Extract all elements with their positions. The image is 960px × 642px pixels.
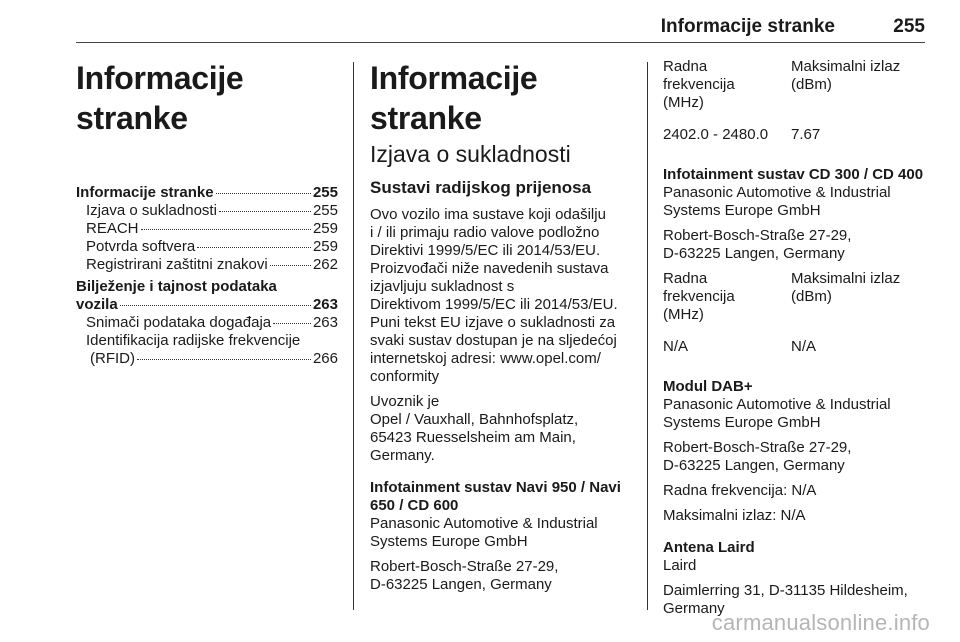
table-cell-frequency: N/A bbox=[663, 338, 689, 355]
importer-paragraph: Uvoznik je Opel / Vauxhall, Bahnhofsplatz, 65423 Ruesselsheim am Main, Germany. bbox=[370, 393, 579, 464]
toc-leader bbox=[137, 359, 311, 360]
subsection-title: Sustavi radijskog prijenosa bbox=[370, 178, 592, 197]
toc-entry-label-line[interactable] bbox=[76, 332, 338, 350]
toc-entry[interactable] bbox=[76, 220, 338, 238]
toc-entry-label: Izjava o sukladnosti bbox=[86, 202, 217, 219]
column-divider bbox=[647, 62, 648, 610]
toc-entry-page: 259 bbox=[312, 220, 338, 237]
device-heading: Modul DAB+ bbox=[663, 378, 753, 395]
toc-entry-label: Identifikacija radijske frekvencije bbox=[86, 332, 301, 349]
toc-leader bbox=[141, 229, 311, 230]
chapter-title: Informacije stranke bbox=[370, 60, 538, 136]
toc-entry-label: Snimači podataka događaja bbox=[86, 314, 272, 331]
toc-leader bbox=[219, 211, 311, 212]
toc-entry-label: vozila bbox=[76, 296, 118, 313]
frequency-text: Radna frekvencija: N/A bbox=[663, 482, 817, 499]
toc-entry[interactable] bbox=[76, 296, 338, 314]
manufacturer-address: Daimlerring 31, D-31135 Hildesheim, Germany bbox=[663, 582, 908, 617]
table-cell-power: N/A bbox=[791, 338, 817, 355]
column-divider bbox=[353, 62, 354, 610]
toc-leader bbox=[197, 247, 311, 248]
frequency-table bbox=[663, 270, 929, 356]
toc-entry-page: 262 bbox=[312, 256, 338, 273]
table-cell-frequency: 2402.0 - 2480.0 bbox=[663, 126, 769, 143]
toc-entry[interactable] bbox=[76, 256, 338, 274]
toc-entry-page: 266 bbox=[312, 350, 338, 367]
content-column-right bbox=[663, 58, 929, 625]
manufacturer-name: Panasonic Automotive & Industrial Systems Europe GmbH bbox=[663, 396, 891, 431]
manufacturer-name: Panasonic Automotive & Industrial Systems Europe GmbH bbox=[370, 515, 598, 550]
intro-paragraph: Ovo vozilo ima sustave koji odašilju i / ili primaju radio valove podložno Direktivi 1999/5/EC ili 2014/53/EU. Proizvođači niže navedenih sustava izjavljuju sukladnost s Direktivom 1999/5/EC ili 2014/53/EU. Puni tekst EU izjave o sukladnosti za svaki sustav dostupan je na sljedećoj internetskoj adresi: www.opel.com/ conformity bbox=[370, 206, 618, 385]
toc-entry[interactable] bbox=[76, 350, 338, 368]
section-title: Izjava o sukladnosti bbox=[370, 141, 571, 167]
toc-entry[interactable] bbox=[76, 202, 338, 220]
power-text: Maksimalni izlaz: N/A bbox=[663, 507, 806, 524]
toc-entry-page: 263 bbox=[312, 296, 338, 313]
running-header-title: Informacije stranke bbox=[660, 16, 835, 37]
manufacturer-address: Robert-Bosch-Straße 27-29, D-63225 Langen, Germany bbox=[370, 558, 559, 593]
page-number: 255 bbox=[893, 16, 925, 37]
table-header-frequency: Radna frekvencija (MHz) bbox=[663, 58, 735, 111]
toc-entry-page: 255 bbox=[312, 202, 338, 219]
manufacturer-address: Robert-Bosch-Straße 27-29, D-63225 Langen, Germany bbox=[663, 439, 852, 474]
chapter-title: Informacije stranke bbox=[76, 60, 244, 136]
manufacturer-name: Panasonic Automotive & Industrial Systems Europe GmbH bbox=[663, 184, 891, 219]
toc-entry[interactable] bbox=[76, 184, 338, 202]
toc-leader bbox=[270, 265, 311, 266]
toc-entry-label: Potvrda softvera bbox=[86, 238, 196, 255]
toc-column bbox=[76, 58, 338, 368]
frequency-table bbox=[663, 58, 929, 144]
toc-entry[interactable] bbox=[76, 314, 338, 332]
toc-entry-page: 255 bbox=[312, 184, 338, 201]
toc-entry-label-line[interactable]: Bilježenje i tajnost podataka bbox=[76, 278, 277, 295]
toc-entry-label: Informacije stranke bbox=[76, 184, 214, 201]
device-heading: Infotainment sustav CD 300 / CD 400 bbox=[663, 166, 924, 183]
running-header bbox=[76, 14, 925, 43]
toc-entry-page: 263 bbox=[312, 314, 338, 331]
table-header-frequency: Radna frekvencija (MHz) bbox=[663, 270, 735, 323]
table-header-power: Maksimalni izlaz (dBm) bbox=[791, 270, 901, 305]
watermark: carmanualsonline.info bbox=[711, 610, 930, 635]
toc-entry[interactable] bbox=[76, 238, 338, 256]
manufacturer-name: Laird bbox=[663, 557, 697, 574]
content-column-middle bbox=[370, 58, 634, 601]
device-heading: Antena Laird bbox=[663, 539, 755, 556]
device-heading: Infotainment sustav Navi 950 / Navi 650 / CD 600 bbox=[370, 479, 621, 514]
toc-leader bbox=[273, 323, 311, 324]
manufacturer-address: Robert-Bosch-Straße 27-29, D-63225 Langen, Germany bbox=[663, 227, 852, 262]
toc-entry-page: 259 bbox=[312, 238, 338, 255]
table-header-power: Maksimalni izlaz (dBm) bbox=[791, 58, 901, 93]
toc-leader bbox=[216, 193, 311, 194]
table-cell-power: 7.67 bbox=[791, 126, 821, 143]
toc-entry-label: Registrirani zaštitni znakovi bbox=[86, 256, 268, 273]
toc-entry-label: REACH bbox=[86, 220, 139, 237]
toc-leader bbox=[120, 305, 311, 306]
toc-entry-label: (RFID) bbox=[90, 350, 135, 367]
